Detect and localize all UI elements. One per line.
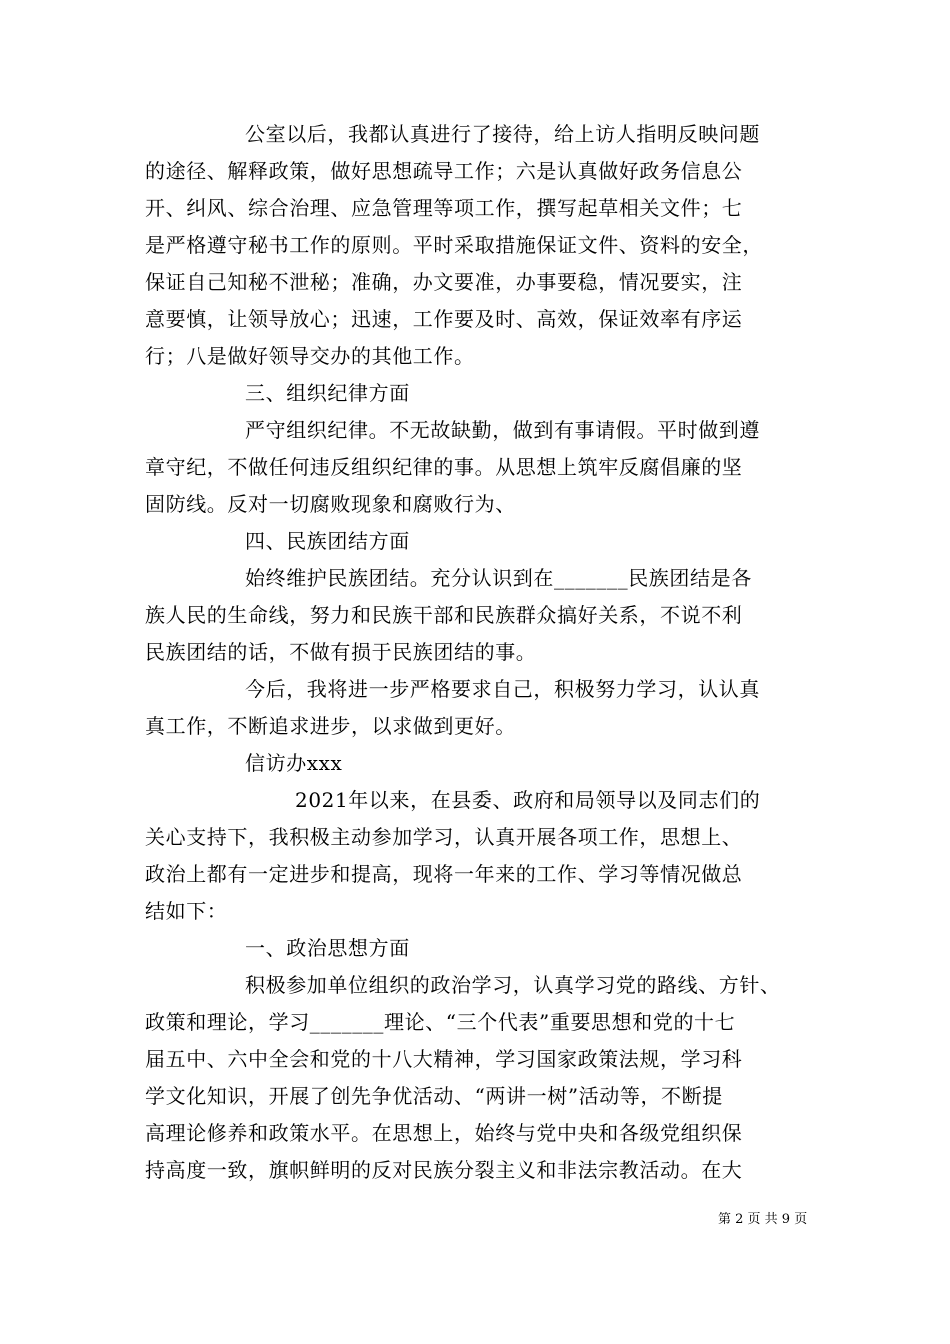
text-line: 保证自己知秘不泄秘；准确，办文要准，办事要稳，情况要实，注 — [145, 270, 743, 294]
text-line: 固防线。反对一切腐败现象和腐败行为、 — [145, 492, 516, 516]
text-line: 一、政治思想方面 — [245, 936, 410, 960]
document-body — [145, 116, 805, 1189]
text-line: 2021年以来，在县委、政府和局领导以及同志们的 — [295, 788, 761, 812]
text-line: 关心支持下，我积极主动参加学习，认真开展各项工作，思想上、 — [145, 825, 743, 849]
text-line: 结如下： — [145, 899, 228, 923]
text-line: 四、民族团结方面 — [245, 529, 410, 553]
text-line: 信访办xxx — [245, 751, 343, 775]
text-line: 政策和理论，学习_______理论、“三个代表”重要思想和党的十七 — [145, 1010, 736, 1034]
text-line: 始终维护民族团结。充分认识到在_______民族团结是各 — [245, 566, 752, 590]
text-line: 积极参加单位组织的政治学习，认真学习党的路线、方针、 — [245, 973, 781, 997]
text-line: 族人民的生命线，努力和民族干部和民族群众搞好关系，不说不利 — [145, 603, 743, 627]
text-line: 持高度一致，旗帜鲜明的反对民族分裂主义和非法宗教活动。在大 — [145, 1158, 743, 1182]
text-line: 公室以后，我都认真进行了接待，给上访人指明反映问题 — [245, 122, 760, 146]
text-line: 严守组织纪律。不无故缺勤，做到有事请假。平时做到遵 — [245, 418, 760, 442]
text-line: 民族团结的话，不做有损于民族团结的事。 — [145, 640, 537, 664]
text-line: 开、纠风、综合治理、应急管理等项工作，撰写起草相关文件；七 — [145, 196, 743, 220]
text-line: 政治上都有一定进步和提高，现将一年来的工作、学习等情况做总 — [145, 862, 743, 886]
text-line: 行；八是做好领导交办的其他工作。 — [145, 344, 475, 368]
text-line: 三、组织纪律方面 — [245, 381, 410, 405]
text-line: 真工作，不断追求进步，以求做到更好。 — [145, 714, 516, 738]
text-line: 意要慎，让领导放心；迅速，工作要及时、高效，保证效率有序运 — [145, 307, 743, 331]
text-line: 今后，我将进一步严格要求自己，积极努力学习，认认真 — [245, 677, 760, 701]
text-line: 是严格遵守秘书工作的原则。平时采取措施保证文件、资料的安全， — [145, 233, 763, 257]
text-line: 的途径、解释政策，做好思想疏导工作；六是认真做好政务信息公 — [145, 159, 743, 183]
page-number: 第 2 页 共 9 页 — [718, 1212, 808, 1227]
text-line: 章守纪，不做任何违反组织纪律的事。从思想上筑牢反腐倡廉的坚 — [145, 455, 743, 479]
text-line: 届五中、六中全会和党的十八大精神，学习国家政策法规，学习科 — [145, 1047, 743, 1071]
text-line: 高理论修养和政策水平。在思想上，始终与党中央和各级党组织保 — [145, 1121, 743, 1145]
text-line: 学文化知识，开展了创先争优活动、“两讲一树”活动等，不断提 — [145, 1084, 723, 1108]
